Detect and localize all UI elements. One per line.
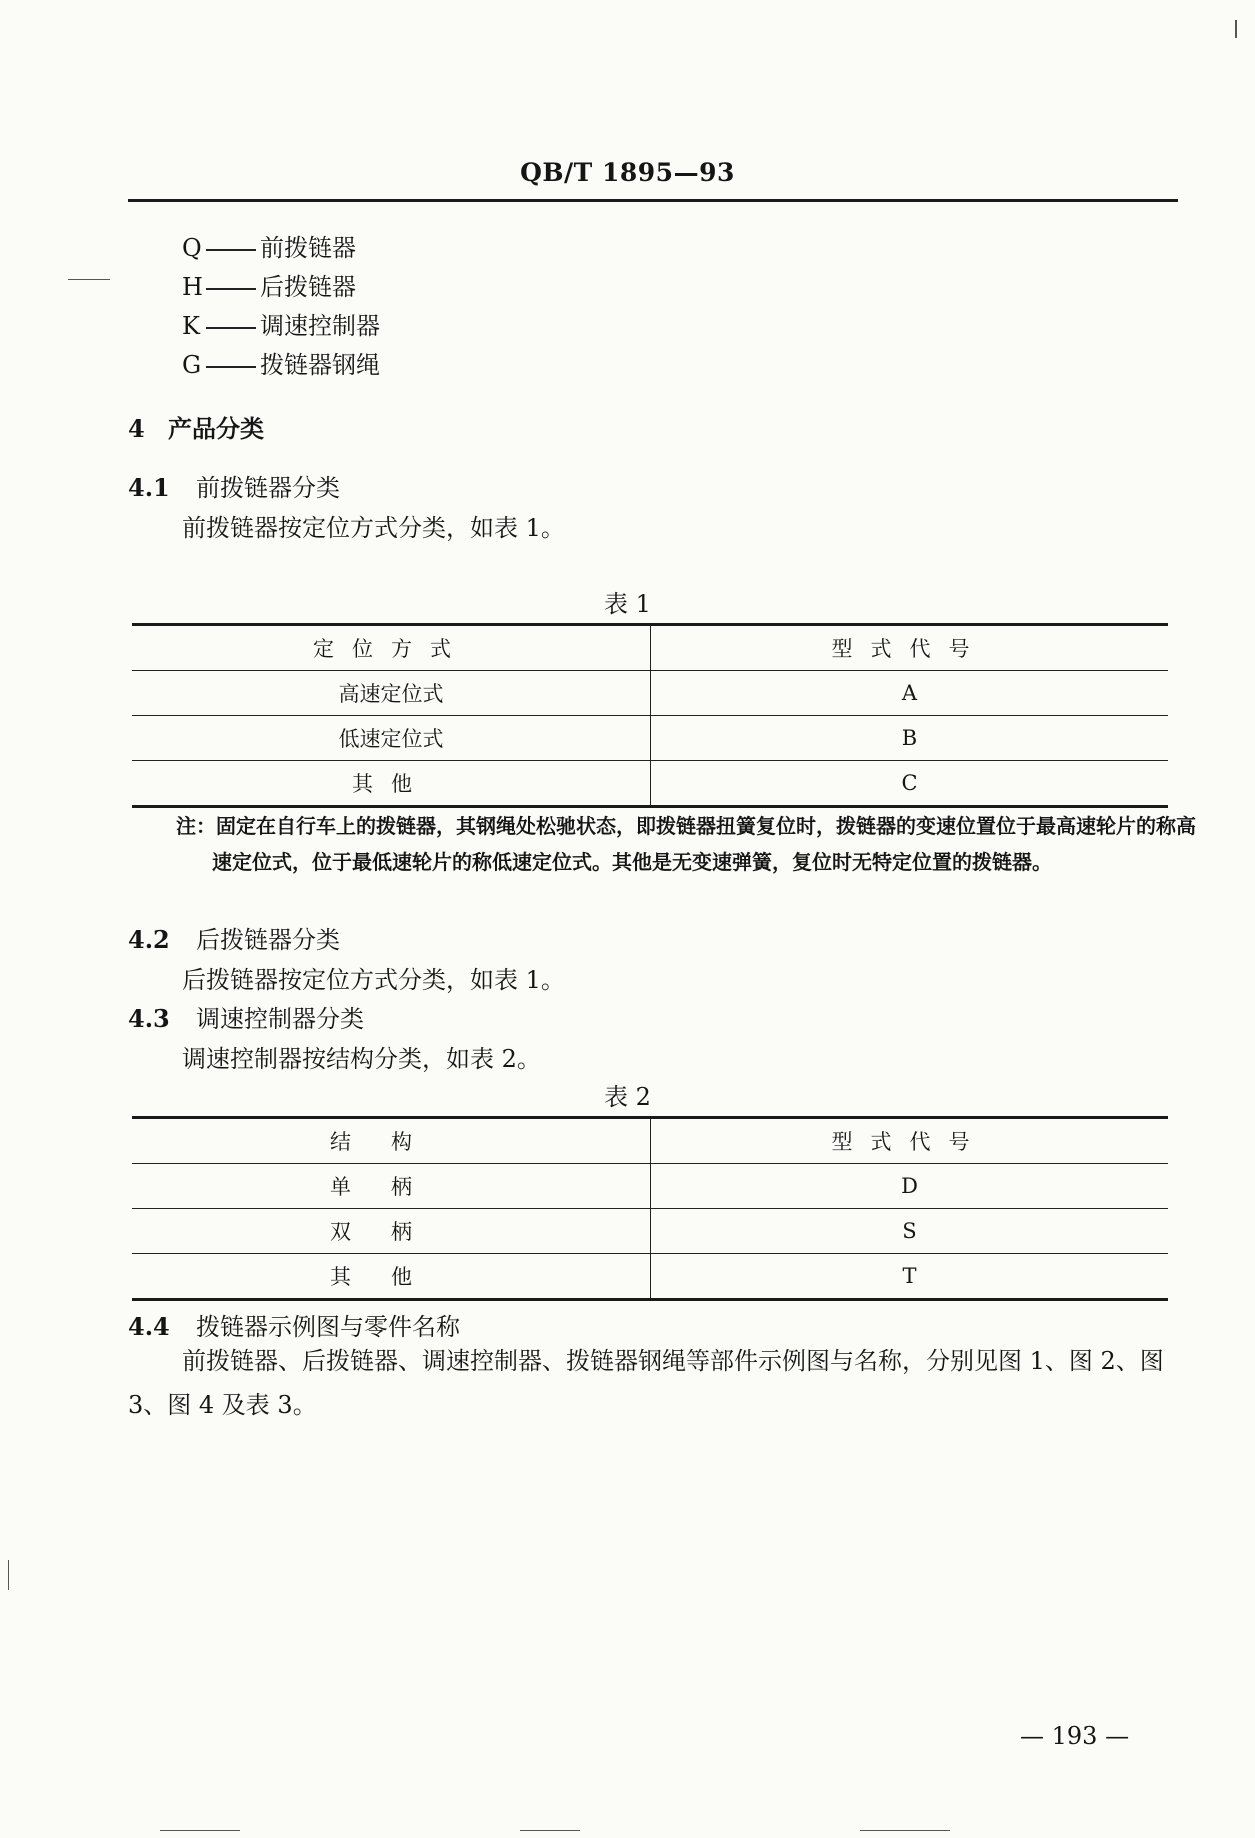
table-cell: B	[651, 716, 1169, 761]
subsection-title: 拨链器示例图与零件名称	[196, 1313, 460, 1341]
table-cell: C	[651, 761, 1169, 807]
table-row	[132, 716, 1168, 761]
abbreviation-dash	[206, 366, 256, 368]
abbreviation-dash	[206, 249, 256, 251]
table-header-row	[132, 625, 1168, 671]
classification-table-1	[132, 623, 1168, 808]
document-code: QB/T 1895—93	[520, 158, 735, 187]
table-cell: 双柄	[132, 1209, 651, 1254]
abbreviation-key: Q	[182, 234, 202, 262]
subsection-title: 前拨链器分类	[196, 474, 340, 502]
table-row	[132, 1209, 1168, 1254]
paragraph: 后拨链器按定位方式分类，如表 1。	[182, 966, 565, 994]
scan-mark	[8, 1560, 9, 1590]
abbreviation-name: 后拨链器	[260, 273, 356, 301]
subsection-number: 4.4	[128, 1312, 170, 1341]
abbreviation-key: K	[182, 312, 200, 340]
table-cell: S	[651, 1209, 1169, 1254]
table-header-cell: 型式代号	[651, 1118, 1169, 1164]
subsection-heading	[128, 999, 364, 1034]
table-header-cell: 结构	[132, 1118, 651, 1164]
abbreviation-dash	[206, 327, 256, 329]
table-cell: 其他	[132, 761, 651, 807]
table-row	[132, 761, 1168, 807]
abbreviation-h	[182, 267, 356, 302]
table-cell: D	[651, 1164, 1169, 1209]
subsection-title: 调速控制器分类	[196, 1005, 364, 1033]
subsection-title: 后拨链器分类	[196, 926, 340, 954]
paragraph: 调速控制器按结构分类，如表 2。	[182, 1045, 541, 1073]
abbreviation-k	[182, 306, 380, 341]
section-number: 4	[128, 414, 145, 443]
scan-mark	[520, 1830, 580, 1831]
table-cell: 高速定位式	[132, 671, 651, 716]
table-caption: 表 2	[604, 1083, 651, 1111]
subsection-number: 4.1	[128, 473, 170, 502]
table-caption: 表 1	[604, 590, 651, 618]
section-title: 产品分类	[168, 414, 264, 443]
classification-table-2	[132, 1116, 1168, 1301]
page-number: — 193 —	[1020, 1722, 1130, 1750]
table-header-cell: 定位方式	[132, 625, 651, 671]
subsection-heading	[128, 920, 340, 955]
table-header-cell: 型式代号	[651, 625, 1169, 671]
abbreviation-g	[182, 345, 380, 380]
table-cell: 单柄	[132, 1164, 651, 1209]
table-note: 注：固定在自行车上的拨链器，其钢绳处松驰状态，即拨链器扭簧复位时，拨链器的变速位置位于最高速轮片的称高速定位式，位于最低速轮片的称低速定位式。其他是无变速弹簧，复位时无特定位置的拨链器。	[176, 814, 1196, 874]
header-rule	[128, 199, 1178, 202]
paragraph: 前拨链器按定位方式分类，如表 1。	[182, 514, 565, 542]
abbreviation-key: H	[182, 273, 203, 301]
scan-mark	[68, 279, 110, 280]
subsection-number: 4.2	[128, 925, 170, 954]
paragraph: 前拨链器、后拨链器、调速控制器、拨链器钢绳等部件示例图与名称，分别见图 1、图 2、图 3、图 4 及表 3。	[128, 1347, 1164, 1419]
table-row	[132, 671, 1168, 716]
table-cell: 其他	[132, 1254, 651, 1300]
scan-mark	[1235, 20, 1237, 38]
table-row	[132, 1164, 1168, 1209]
table-header-row	[132, 1118, 1168, 1164]
abbreviation-dash	[206, 288, 256, 290]
section-heading	[128, 409, 264, 444]
subsection-heading	[128, 1307, 460, 1342]
scan-mark	[860, 1830, 950, 1831]
abbreviation-key: G	[182, 351, 202, 379]
table-cell: T	[651, 1254, 1169, 1300]
table-cell: 低速定位式	[132, 716, 651, 761]
abbreviation-name: 拨链器钢绳	[260, 351, 380, 379]
table-row	[132, 1254, 1168, 1300]
table-cell: A	[651, 671, 1169, 716]
subsection-number: 4.3	[128, 1004, 170, 1033]
scan-mark	[160, 1830, 240, 1831]
abbreviation-name: 前拨链器	[260, 234, 356, 262]
abbreviation-name: 调速控制器	[260, 312, 380, 340]
subsection-heading	[128, 468, 340, 503]
abbreviation-q	[182, 228, 356, 263]
